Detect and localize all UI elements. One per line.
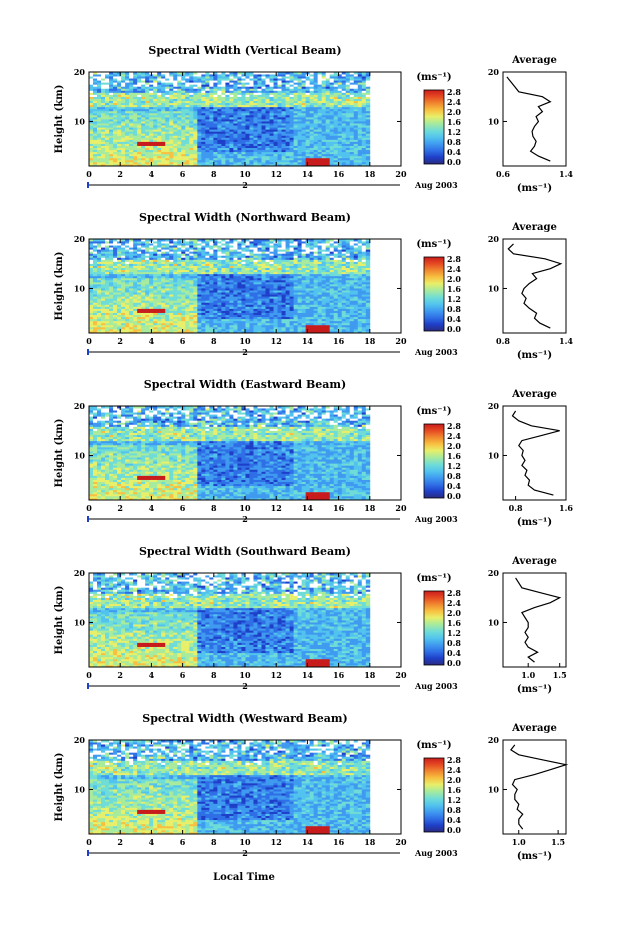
colorbar-tick-label: 2.8 — [447, 87, 461, 97]
colorbar-tick-label: 1.2 — [447, 127, 461, 137]
date-label: Aug 2003 — [415, 180, 458, 190]
x-tick-label: 8 — [211, 169, 217, 179]
colorbar — [424, 90, 444, 164]
profile-x-tick-label: 0.6 — [496, 169, 510, 179]
heatmap — [89, 72, 370, 166]
chart-title: Spectral Width (Vertical Beam) — [148, 44, 342, 57]
colorbar-unit: (ms⁻¹) — [416, 72, 452, 83]
x-tick-label: 16 — [333, 169, 345, 179]
colorbar-tick-label: 2.4 — [447, 97, 461, 107]
profile-line — [507, 77, 550, 161]
chart-title: Spectral Width (Northward Beam) — [139, 211, 351, 224]
x-tick-label: 10 — [239, 169, 251, 179]
y-tick-label: 10 — [73, 116, 85, 127]
colorbar-tick-label: 0.8 — [447, 137, 461, 147]
x-tick-label: 4 — [148, 169, 155, 179]
colorbar-tick-label: 0.0 — [447, 157, 461, 167]
x-tick-label: 2 — [117, 169, 123, 179]
colorbar-tick-label: 1.6 — [447, 117, 461, 127]
colorbar-tick-label: 0.4 — [447, 147, 461, 157]
y-tick-label: 20 — [73, 67, 85, 77]
chart-panel-1 — [54, 44, 573, 194]
colorbar-tick-label: 2.0 — [447, 107, 461, 117]
profile-x-tick-label: 1.4 — [559, 169, 573, 179]
average-profile — [488, 55, 574, 194]
heatmap — [89, 239, 370, 333]
x-tick-label: 0 — [86, 169, 92, 179]
x-tick-label: 20 — [395, 169, 407, 179]
x-tick-label: 12 — [270, 169, 282, 179]
profile-y-tick-label: 10 — [487, 116, 499, 127]
date-marker-label: 2 — [242, 180, 248, 190]
profile-title: Average — [512, 55, 557, 66]
x-tick-label: 18 — [364, 169, 376, 179]
profile-x-label: (ms⁻¹) — [516, 183, 553, 194]
profile-frame — [503, 72, 566, 166]
chart-panel-2 — [54, 211, 573, 361]
y-axis-label: Height (km) — [54, 84, 65, 154]
x-tick-label: 6 — [179, 169, 186, 179]
profile-y-tick-label: 20 — [487, 67, 499, 77]
x-tick-label: 14 — [301, 169, 313, 179]
